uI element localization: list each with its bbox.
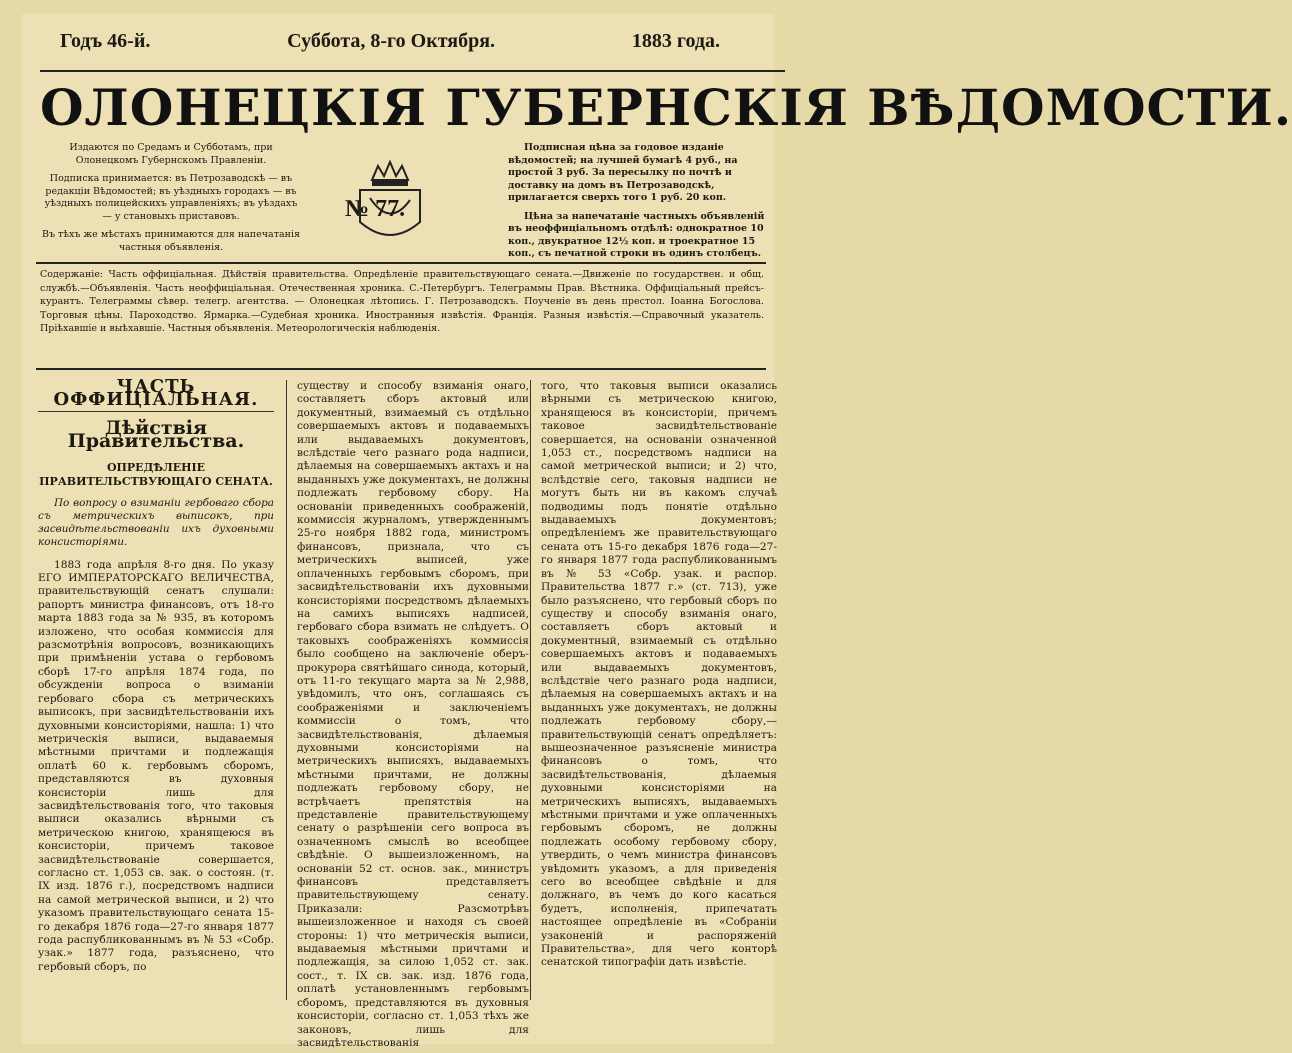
subscription-places: Подписка принимается: въ Петрозаводскѣ — въ редакціи Вѣдомостей; въ уѣздныхъ городахъ — въ уѣздныхъ полицейскихъ управленіяхъ; въ уѣздахъ — у становыхъ приставовъ.: [44, 173, 298, 222]
article-paragraph: 1883 года апрѣля 8-го дня. По указу ЕГО ИМПЕРАТОРСКАГО ВЕЛИЧЕСТВА, правительствующій сенатъ слушали: рапортъ министра финансовъ, отъ 18-го марта 1883 года за № 935, въ которомъ изложено, что особая коммиссія для разсмотрѣнія вопросовъ, возникающихъ при примѣненіи устава о гербовомъ сборѣ 17-го апрѣля 1874 года, по обсужденіи вопроса о взиманіи гербоваго сбора съ метрическихъ выписокъ, при засвидѣтельствованіи ихъ духовными консисторіями, нашла: 1) что метрическія выписи, выдаваемыя мѣстными причтами и подлежащія оплатѣ 60 к. гербовымъ сборомъ, представляются въ духовныя консисторіи лишь для засвидѣтельствованія того, что таковыя выписи оказались вѣрными съ метрическою книгою, хранящеюся въ консисторіи, причемъ таковое засвидѣтельствованіе совершается, согласно ст. 1,053 св. зак. о состоян. (т. IX изд. 1876 г.), посредствомъ надписи на самой метрической выписи, и 2) что указомъ правительствующаго сената 15-го декабря 1876 года—27-го января 1877 года распубликованнымъ въ № 53 «Собр. узак.» 1877 года, разъяснено, что гербовый сборъ, по: [38, 558, 274, 973]
divider: [36, 368, 766, 370]
masthead-title: ОЛОНЕЦКІЯ ГУБЕРНСКІЯ ВѢДОМОСТИ.: [40, 70, 785, 144]
issue-year: 1883 года.: [631, 30, 720, 52]
column-3: [530, 380, 777, 1000]
advertisement-price: Цѣна за напечатаніе частныхъ объявленій въ неоффиціальномъ отдѣлѣ: однократное 10 коп., двукратное 12½ коп. и троекратное 15 коп., съ печатной строки въ одинъ столбецъ.: [508, 210, 765, 259]
publication-schedule: Издаются по Средамъ и Субботамъ, при Олонецкомъ Губернскомъ Правленіи.: [69, 142, 273, 166]
table-of-contents: Содержаніе: Часть оффиціальная. Дѣйствія правительства. Опредѣленіе правительствующаго сената.—Движеніе по государствен. и общ. службѣ.—Объявленія. Часть неоффиціальная. Отечественная хроника. С.-Петербургъ. Телеграммы Прав. Вѣстника. Оффиціальный прейсъ-курантъ. Телеграммы сѣвер. телегр. агентства. — Олонецкая лѣтопись. Г. Петрозаводскъ. Поученіе въ день престол. Іоанна Богослова. Торговыя цѣны. Пароходство. Ярмарка.—Судебная хроника. Иностранныя извѣстія. Франція. Разныя извѣстія.—Справочный указатель. Пріѣхавшіе и выѣхавшіе. Частныя объявленія. Метеорологическія наблюденія.: [40, 269, 764, 334]
volume-year: Годъ 46-й.: [60, 30, 151, 52]
dateline: [60, 30, 720, 53]
publication-info-left: [40, 142, 302, 260]
article-paragraph: существу и способу взиманія онаго, составляетъ сборъ актовый или документный, взимаемый съ отдѣльно совершаемыхъ актовъ и подаваемыхъ или выдаваемыхъ документовъ, вслѣдствіе чего разнаго рода надписи, дѣлаемыя на совершаемыхъ актахъ и на выданныхъ уже документахъ, не должны подлежать гербовому сбору. На основаніи приведенныхъ соображеній, коммиссія журналомъ, утвержденнымъ 25-го ноября 1882 года, министромъ финансовъ, признала, что съ метрическихъ выписей, уже оплаченныхъ гербовымъ сборомъ, при засвидѣтельствованіи ихъ духовными консисторіями посредствомъ дѣлаемыхъ на самихъ выписяхъ надписей, гербоваго сбора взимать не слѣдуетъ. О таковыхъ соображеніяхъ коммиссія было сообщено на заключеніе оберъ-прокурора святѣйшаго синода, который, отъ 11-го текущаго марта за № 2,988, увѣдомилъ, что онъ, соглашаясь съ соображеніями и заключеніемъ коммиссіи о томъ, что засвидѣтельствованія, дѣлаемыя духовными консисторіями на метрическихъ выписяхъ, выдаваемыхъ мѣстными причтами, не должны подлежать гербовому сбору, не встрѣчаетъ препятствія на представленіе правительствующему сенату о разрѣшеніи сего вопроса въ означенномъ смыслѣ во всеобщее свѣдѣніе. О вышеизложенномъ, на основаніи 52 ст. основ. зак., министръ финансовъ представляетъ правительствующему сенату. Приказали: Разсмотрѣвъ вышеизложенное и находя съ своей стороны: 1) что метрическія выписи, выдаваемыя мѣстными причтами и подлежащія, за силою 1,052 ст. зак. сост., т. IX св. зак. изд. 1876 года, оплатѣ установленнымъ гербовымъ сборомъ, представляются въ духовныя консисторіи, согласно ст. 1,053 тѣхъ же законовъ, лишь для засвидѣтельствованія: [297, 380, 530, 1049]
document-heading: ОПРЕДѢЛЕНІЕ ПРАВИТЕЛЬСТВУЮЩАГО СЕНАТА.: [39, 460, 273, 488]
divider: [36, 262, 766, 264]
subscription-price: Подписная цѣна за годовое изданіе вѣдомостей; на лучшей бумагѣ 4 руб., на простой 3 руб. За пересылку по почтѣ и доставку на домъ въ Петрозаводскѣ, прилагается сверхъ того 1 руб. 20 коп.: [508, 142, 738, 203]
publication-info-right: [508, 142, 766, 267]
column-2: [286, 380, 530, 1049]
advertisement-note: Въ тѣхъ же мѣстахъ принимаются для напечатанія частныя объявленія.: [41, 229, 300, 253]
column-1: [38, 376, 274, 1000]
issue-number: № 77.: [345, 196, 406, 222]
issue-date: Суббота, 8-го Октября.: [287, 30, 496, 52]
document-subject: По вопросу о взиманіи гербоваго сбора съ метрическихъ выписокъ, при засвидѣтельствованіи ихъ духовными консисторіями.: [38, 496, 274, 548]
article-paragraph: того, что таковыя выписи оказались вѣрными съ метрическою книгою, хранящеюся въ консисторіи, причемъ таковое засвидѣтельствованіе совершается, на основаніи означенной 1,053 ст., посредствомъ надписи на самой метрической выписи; и 2) что, вслѣдствіе сего, таковыя надписи не могутъ быть ни въ какомъ случаѣ подводимы подъ понятіе отдѣльно выдаваемыхъ документовъ; опредѣленіемъ же правительствующаго сената отъ 15-го декабря 1876 года—27-го января 1877 года распубликованнымъ въ № 53 «Собр. узак. и распор. Правительства 1877 г.» (ст. 713), уже было разъяснено, что гербовый сборъ по существу и способу взиманія онаго, составляетъ сборъ актовый и документный, взимаемый съ отдѣльно совершаемыхъ актовъ и подаваемыхъ или выдаваемыхъ документовъ, вслѣдствіе чего разнаго рода надписи, дѣлаемыя на совершаемыхъ актахъ и на выданныхъ уже документахъ, не должны подлежать гербовому сбору,—правительствующій сенатъ опредѣляетъ: вышеозначенное разъясненіе министра финансовъ о томъ, что засвидѣтельствованія, дѣлаемыя духовными консисторіями на метрическихъ выписяхъ, выдаваемыхъ мѣстными причтами и уже оплаченныхъ гербовымъ сборомъ, не должны подлежать особому гербовому сбору, утвердить, о чемъ министра финансовъ увѣдомить указомъ, а для приведенія сего во всеобщее свѣдѣніе и для должнаго, въ чемъ до кого касаться будетъ, исполненія, припечатать настоящее опредѣленіе въ «Собраніи узаконеній и распоряженій Правительства», для чего конторѣ сенатской типографіи дать извѣстіе.: [541, 380, 777, 969]
section-heading: Дѣйствія Правительства.: [67, 416, 245, 453]
part-heading: ЧАСТЬ ОФФИЦІАЛЬНАЯ.: [38, 380, 274, 412]
